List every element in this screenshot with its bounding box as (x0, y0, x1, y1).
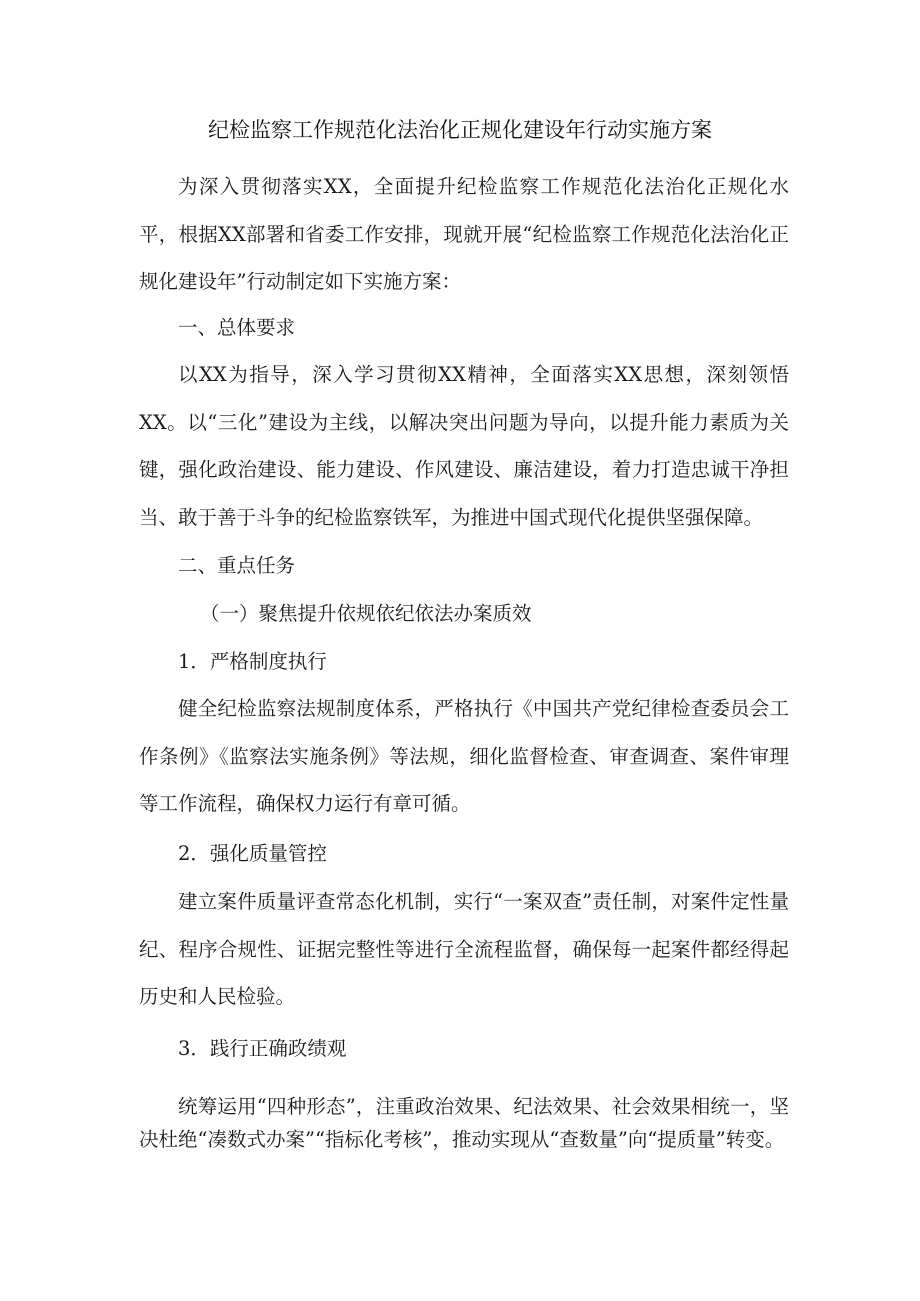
item-2-paragraph: 建立案件质量评查常态化机制，实行“一案双查”责任制，对案件定性量纪、程序合规性、证据完整性等进行全流程监督，确保每一起案件都经得起历史和人民检验。 (139, 890, 789, 1008)
document-title: 纪检监察工作规范化法治化正规化建设年行动实施方案 (208, 118, 712, 142)
intro-paragraph: 为深入贯彻落实XX，全面提升纪检监察工作规范化法治化正规化水平，根据XX部署和省委工作安排，现就开展“纪检监察工作规范化法治化正规化建设年”行动制定如下实施方案： (139, 175, 789, 293)
item-1-heading: 1．严格制度执行 (178, 650, 327, 673)
section-2-heading: 二、重点任务 (178, 554, 296, 577)
item-3-paragraph: 统筹运用“四种形态”，注重政治效果、纪法效果、社会效果相统一，坚决杜绝“凑数式办案”“指标化考核”，推动实现从“查数量”向“提质量”转变。 (139, 1095, 789, 1151)
item-1-paragraph: 健全纪检监察法规制度体系，严格执行《中国共产党纪律检查委员会工作条例》《监察法实施条例》等法规，细化监督检查、审查调查、案件审理等工作流程，确保权力运行有章可循。 (139, 697, 789, 815)
item-3-heading: 3．践行正确政绩观 (178, 1037, 347, 1060)
section-1-paragraph: 以XX为指导，深入学习贯彻XX精神，全面落实XX思想，深刻领悟XX。以“三化”建设为主线，以解决突出问题为导向，以提升能力素质为关键，强化政治建设、能力建设、作风建设、廉洁建设，着力打造忠诚干净担当、敢于善于斗争的纪检监察铁军，为推进中国式现代化提供坚强保障。 (139, 363, 789, 529)
item-2-heading: 2．强化质量管控 (178, 842, 327, 865)
subsection-1-heading: （一）聚焦提升依规依纪依法办案质效 (200, 602, 532, 625)
section-1-heading: 一、总体要求 (178, 316, 296, 339)
